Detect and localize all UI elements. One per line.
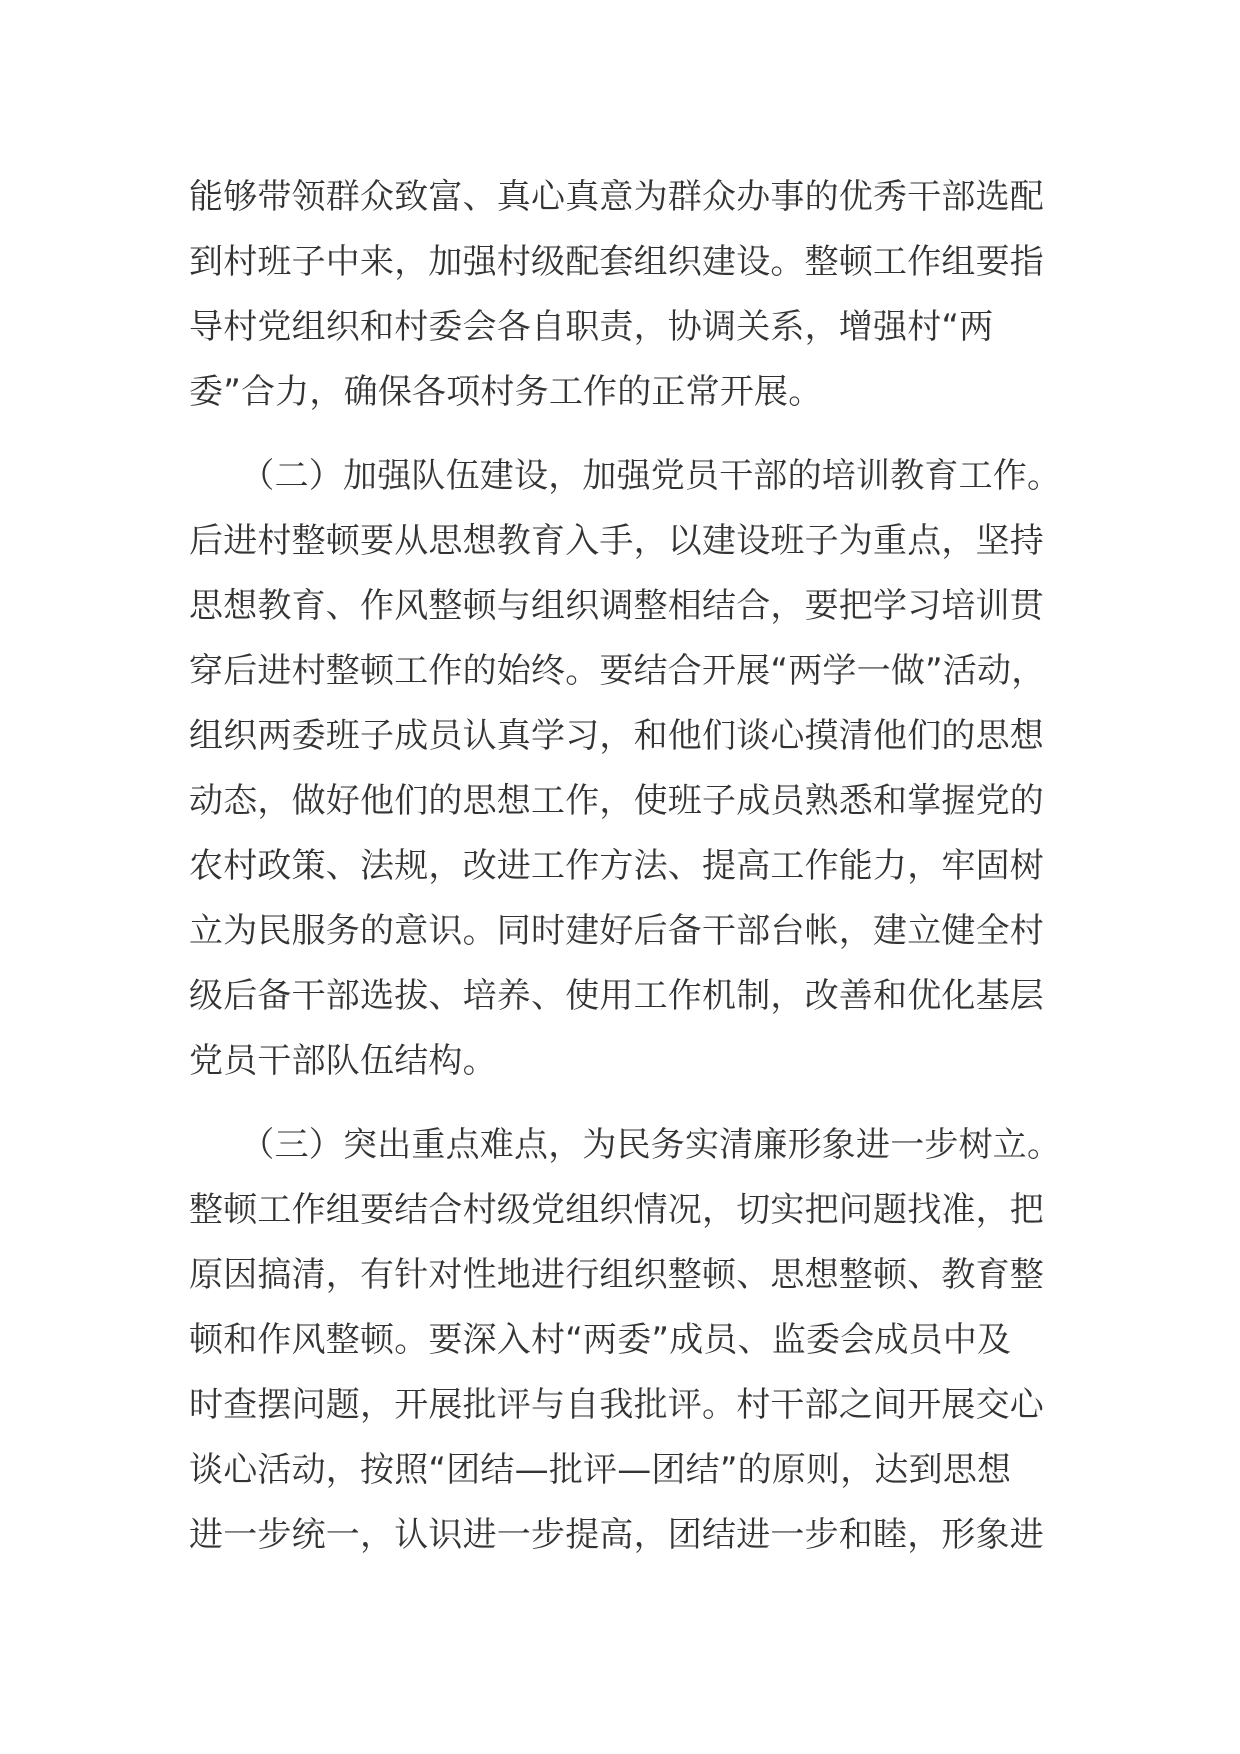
paragraph-2 bbox=[189, 444, 1062, 1094]
text-line: 思想教育、作风整顿与组织调整相结合，要把学习培训贯 bbox=[189, 586, 1044, 626]
text-line: 党员干部队伍结构。 bbox=[189, 1041, 497, 1081]
text-line: 农村政策、法规，改进工作方法、提高工作能力，牢固树 bbox=[189, 846, 1044, 886]
paragraph-3 bbox=[189, 1113, 1062, 1568]
text-line: 谈心活动，按照“团结—批评—团结”的原则，达到思想 bbox=[189, 1450, 1012, 1490]
text-line: 顿和作风整顿。要深入村“两委”成员、监委会成员中及 bbox=[189, 1320, 1012, 1360]
text-line: 原因搞清，有针对性地进行组织整顿、思想整顿、教育整 bbox=[189, 1255, 1044, 1295]
text-line: 后进村整顿要从思想教育入手，以建设班子为重点，坚持 bbox=[189, 521, 1044, 561]
text-line: （三）突出重点难点，为民务实清廉形象进一步树立。 bbox=[189, 1125, 1062, 1165]
text-line: 立为民服务的意识。同时建好后备干部台帐，建立健全村 bbox=[189, 911, 1044, 951]
text-line: 委”合力，确保各项村务工作的正常开展。 bbox=[189, 372, 823, 412]
text-line: （二）加强队伍建设，加强党员干部的培训教育工作。 bbox=[189, 456, 1062, 496]
text-line: 能够带领群众致富、真心真意为群众办事的优秀干部选配 bbox=[189, 177, 1044, 217]
text-line: 穿后进村整顿工作的始终。要结合开展“两学一做”活动， bbox=[189, 651, 1046, 691]
paragraph-1 bbox=[189, 165, 1059, 425]
text-line: 动态，做好他们的思想工作，使班子成员熟悉和掌握党的 bbox=[189, 781, 1044, 821]
text-line: 整顿工作组要结合村级党组织情况，切实把问题找准，把 bbox=[189, 1190, 1044, 1230]
text-line: 时查摆问题，开展批评与自我批评。村干部之间开展交心 bbox=[189, 1385, 1044, 1425]
text-line: 级后备干部选拔、培养、使用工作机制，改善和优化基层 bbox=[189, 976, 1044, 1016]
text-line: 组织两委班子成员认真学习，和他们谈心摸清他们的思想 bbox=[189, 716, 1044, 756]
text-line: 进一步统一，认识进一步提高，团结进一步和睦，形象进 bbox=[189, 1515, 1044, 1555]
text-line: 导村党组织和村委会各自职责，协调关系，增强村“两 bbox=[189, 307, 994, 347]
document-body bbox=[189, 165, 1062, 1568]
text-line: 到村班子中来，加强村级配套组织建设。整顿工作组要指 bbox=[189, 242, 1044, 282]
